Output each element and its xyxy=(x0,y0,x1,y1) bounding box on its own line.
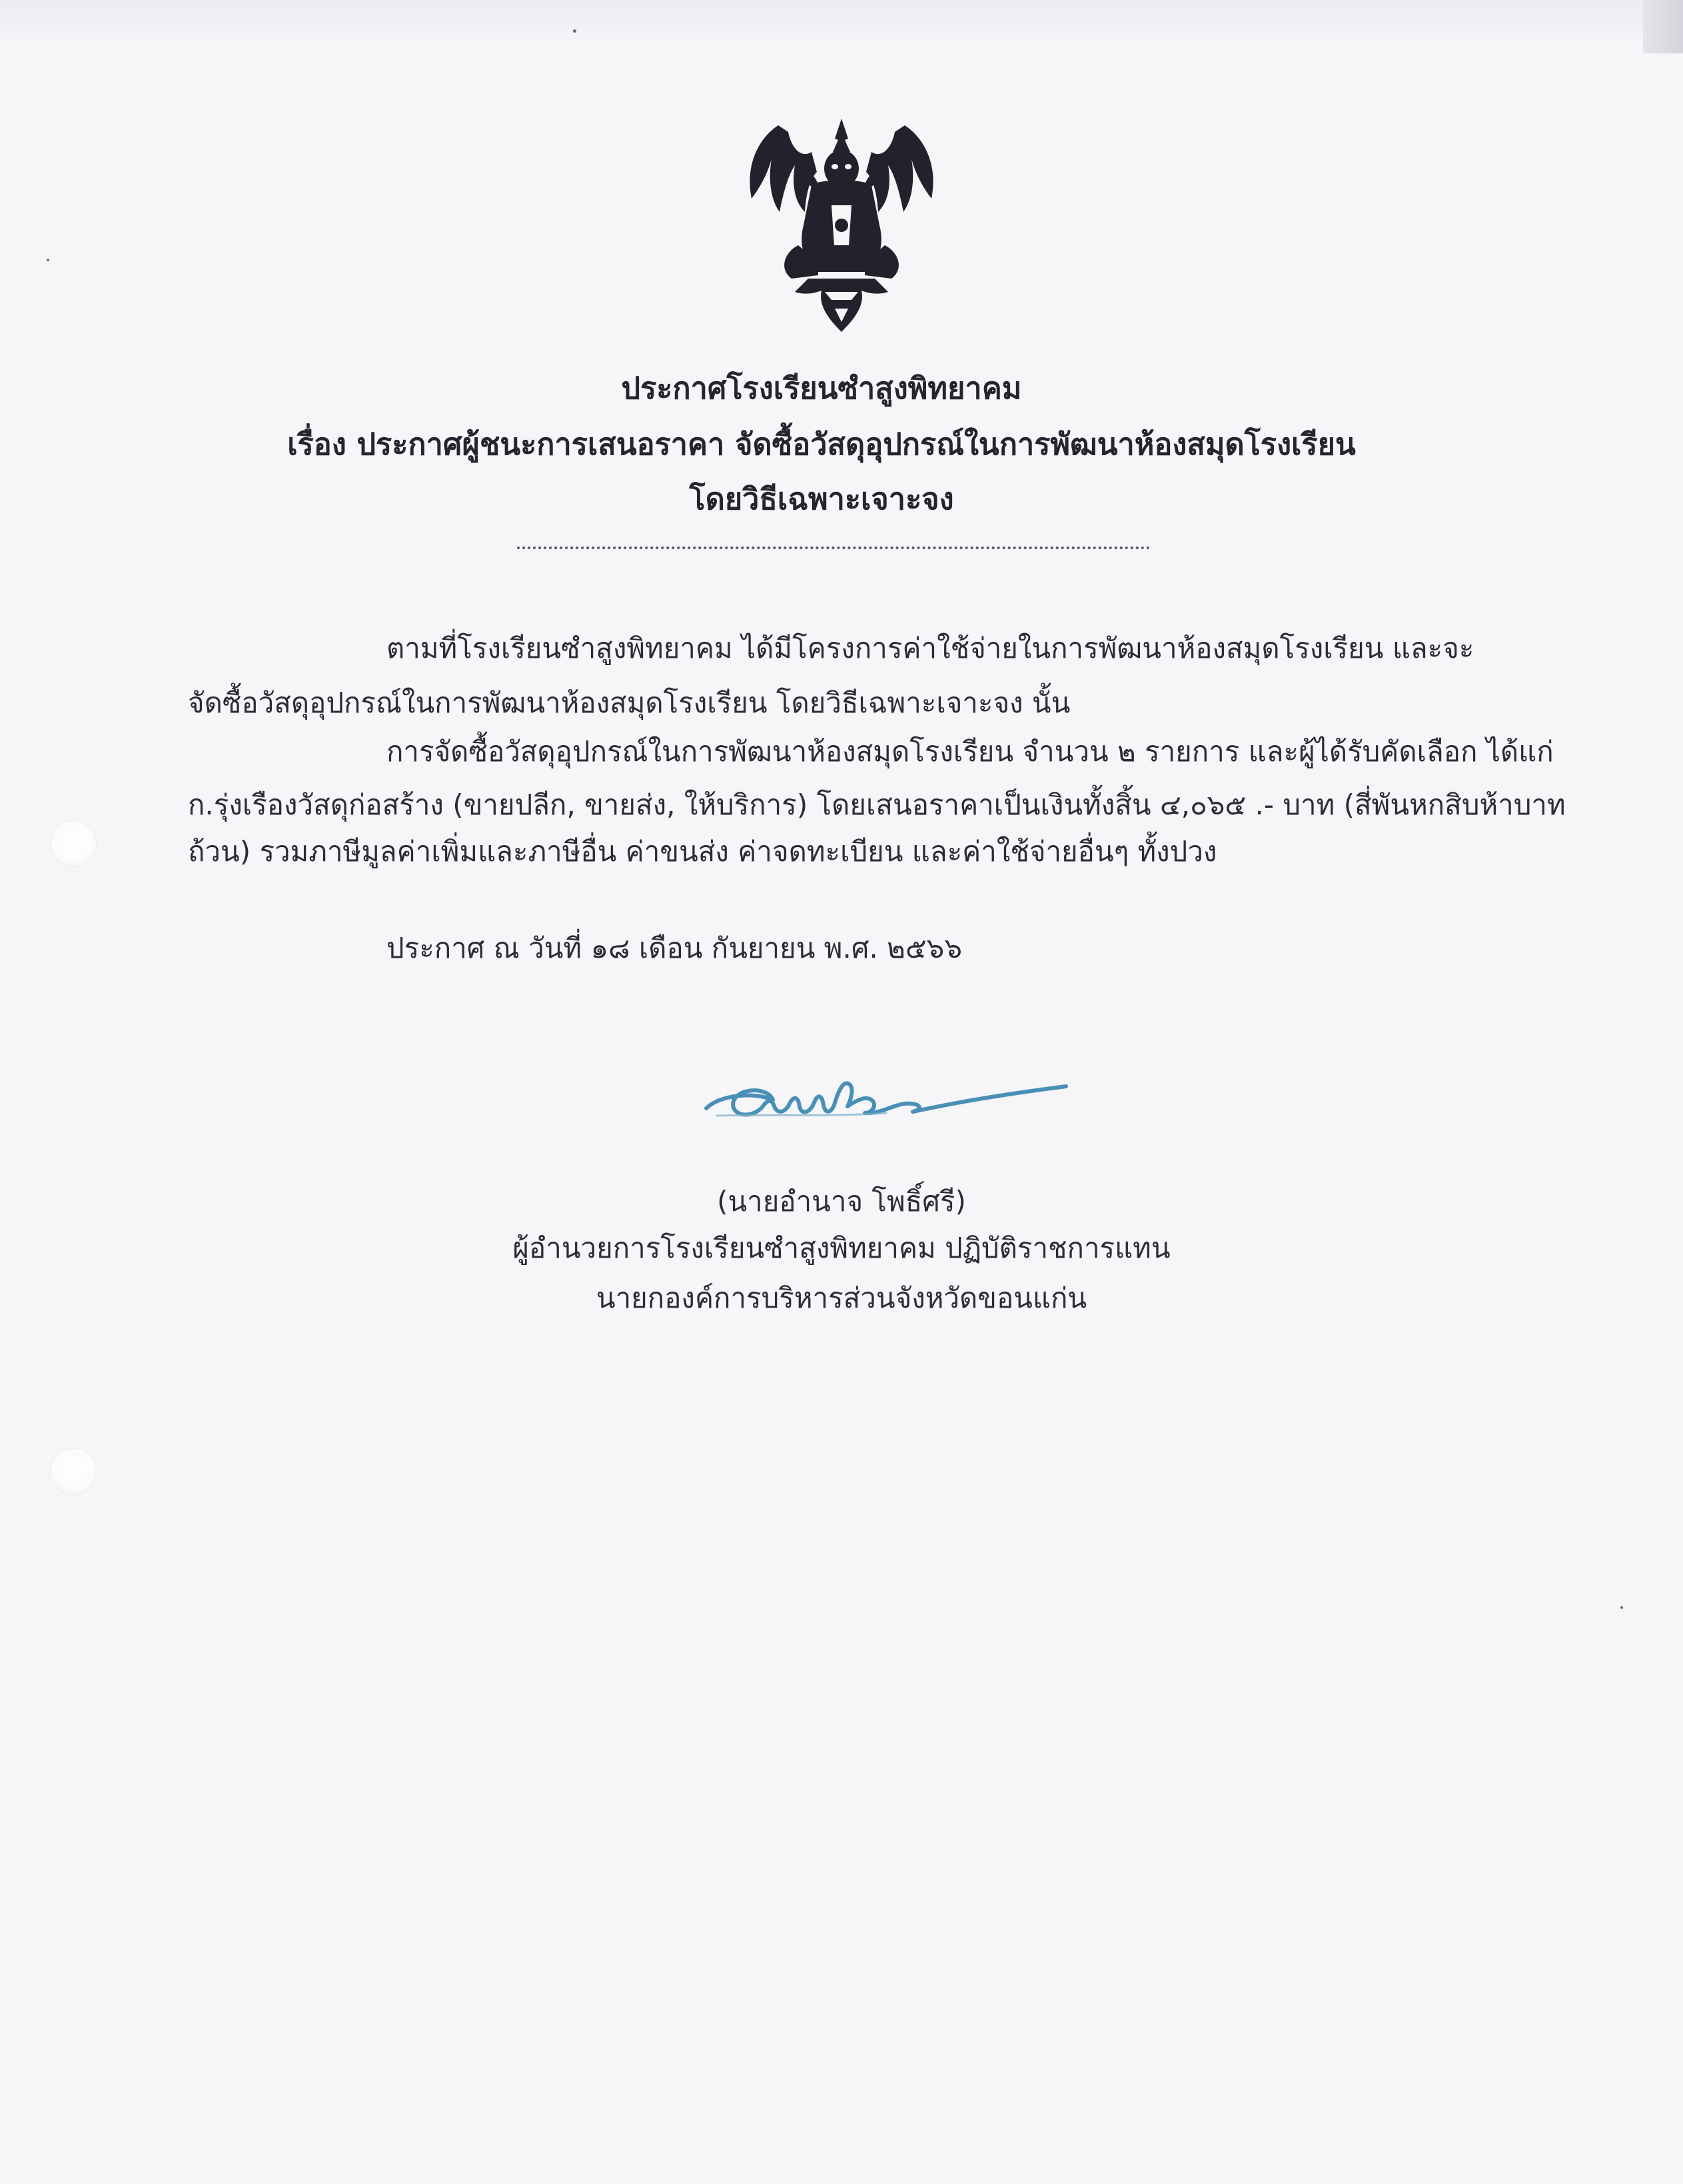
paragraph2-line2: ก.รุ่งเรืองวัสดุก่อสร้าง (ขายปลีก, ขายส่ง, ให้บริการ) โดยเสนอราคาเป็นเงินทั้งสิ้น ๔,๐๖๕ .- บาท (สี่พันหกสิบห้าบาท xyxy=(188,788,1566,821)
punch-hole-bottom xyxy=(51,1449,96,1494)
handwritten-signature-icon xyxy=(693,1058,1079,1132)
signer-name: (นายอำนาจ โพธิ์ศรี) xyxy=(717,1185,966,1218)
document-method: โดยวิธีเฉพาะเจาะจง xyxy=(689,481,954,517)
signer-title-line2: นายกองค์การบริหารส่วนจังหวัดขอนแก่น xyxy=(596,1282,1087,1314)
paper-edge xyxy=(1643,0,1683,53)
paragraph1-line2: จัดซื้อวัสดุอุปกรณ์ในการพัฒนาห้องสมุดโรงเรียน โดยวิธีเฉพาะเจาะจง นั้น xyxy=(188,686,1071,719)
scan-speck xyxy=(47,259,49,261)
paragraph2-line3: ถ้วน) รวมภาษีมูลค่าเพิ่มและภาษีอื่น ค่าขนส่ง ค่าจดทะเบียน และค่าใช้จ่ายอื่นๆ ทั้งปวง xyxy=(188,835,1217,868)
garuda-emblem-icon xyxy=(732,112,951,337)
document-title: ประกาศโรงเรียนซำสูงพิทยาคม xyxy=(621,371,1022,406)
dotted-divider xyxy=(517,546,1150,549)
punch-hole-top xyxy=(51,821,96,866)
scan-speck xyxy=(573,29,576,33)
signer-title-line1: ผู้อำนวยการโรงเรียนซำสูงพิทยาคม ปฏิบัติราชการแทน xyxy=(512,1232,1171,1264)
paragraph1-line1: ตามที่โรงเรียนซำสูงพิทยาคม ได้มีโครงการค่าใช้จ่ายในการพัฒนาห้องสมุดโรงเรียน และจะ xyxy=(386,632,1474,664)
page-top-shade xyxy=(0,0,1643,47)
paragraph2-line1: การจัดซื้อวัสดุอุปกรณ์ในการพัฒนาห้องสมุดโรงเรียน จำนวน ๒ รายการ และผู้ได้รับคัดเลือก ได้แก่ xyxy=(386,735,1554,768)
announcement-date: ประกาศ ณ วันที่ ๑๘ เดือน กันยายน พ.ศ. ๒๕๖๖ xyxy=(386,932,962,964)
document-subject: เรื่อง ประกาศผู้ชนะการเสนอราคา จัดซื้อวัสดุอุปกรณ์ในการพัฒนาห้องสมุดโรงเรียน xyxy=(287,427,1356,462)
scan-speck xyxy=(1620,1606,1623,1609)
